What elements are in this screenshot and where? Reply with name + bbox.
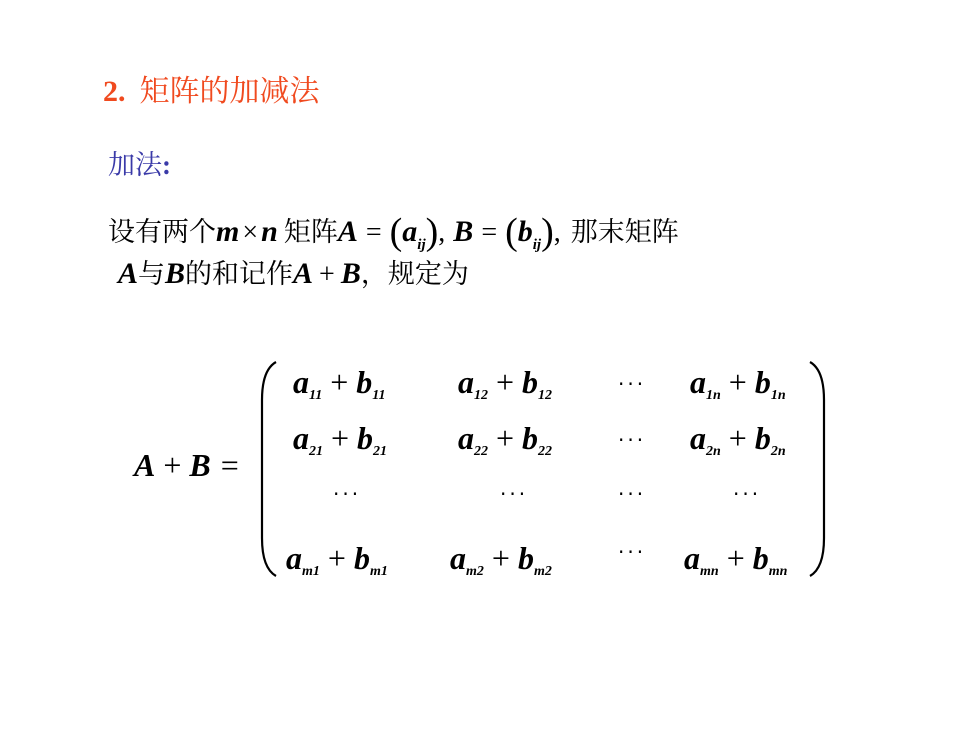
cell-plus: + — [496, 420, 515, 456]
lhs-var-A: A — [134, 447, 156, 483]
cell-b-sub: mn — [768, 564, 788, 579]
lhs-equals: = — [220, 447, 239, 483]
var-A-2: A — [118, 257, 139, 290]
cell-b-sub: m1 — [369, 564, 388, 579]
cell-a-sub: 12 — [474, 388, 488, 403]
cell-plus: + — [327, 540, 346, 576]
def-text-yu: 与 — [138, 259, 166, 290]
comma-1: , — [438, 217, 446, 248]
cell-a-sub: 11 — [309, 388, 323, 403]
matrix-cell-4-4 — [684, 540, 787, 577]
var-B-3: B — [340, 257, 361, 290]
var-A-3: A — [293, 257, 314, 290]
matrix-dots-3-1: ··· — [333, 482, 362, 506]
cell-b: b — [353, 540, 370, 576]
matrix-cell-1-4 — [690, 364, 786, 401]
subtitle-colon: : — [162, 150, 171, 180]
var-B-2: B — [165, 257, 186, 290]
slide-title — [103, 66, 320, 110]
def-text-4: 的和记作 — [185, 259, 294, 290]
formula-lhs — [134, 447, 239, 484]
matrix-dots-1-3: ··· — [618, 372, 647, 396]
cell-plus: + — [728, 420, 747, 456]
cell-a-sub: 2n — [706, 444, 721, 459]
matrix-cell-4-1 — [286, 540, 388, 577]
cell-b: b — [754, 420, 771, 456]
cell-a: a — [450, 540, 466, 576]
cell-b-sub: 21 — [373, 444, 388, 459]
matrix-right-paren — [806, 360, 830, 578]
plus-sign-def: + — [319, 259, 335, 290]
paren-close-1: ) — [425, 211, 439, 253]
cell-plus: + — [726, 540, 745, 576]
cell-a: a — [293, 420, 309, 456]
subscript-ij-a: ij — [417, 237, 426, 253]
cell-a-sub: mn — [700, 564, 719, 579]
var-b: b — [517, 215, 533, 248]
section-number: 2. — [103, 75, 126, 108]
lhs-plus: + — [163, 447, 182, 483]
matrix-cell-2-1 — [293, 420, 387, 457]
cell-b: b — [754, 364, 771, 400]
cell-b: b — [357, 420, 374, 456]
subscript-ij-b: ij — [532, 237, 542, 253]
paren-open-2: ( — [505, 211, 518, 253]
def-text-2: 矩阵 — [283, 217, 338, 248]
cell-b-sub: m2 — [533, 564, 552, 579]
lhs-var-B: B — [189, 447, 211, 483]
cell-b-sub: 22 — [538, 444, 553, 459]
cell-plus: + — [491, 540, 510, 576]
definition-line-1 — [108, 210, 679, 254]
var-m: m — [216, 215, 240, 248]
var-A: A — [337, 215, 358, 248]
cell-b: b — [517, 540, 534, 576]
cell-b: b — [752, 540, 769, 576]
cell-a-sub: 22 — [474, 444, 488, 459]
var-B: B — [453, 215, 474, 248]
matrix-cell-2-2 — [458, 420, 552, 457]
def-text-1: 设有两个 — [108, 217, 216, 248]
subtitle-text: 加法 — [108, 150, 162, 181]
definition-line-2 — [118, 252, 469, 291]
cell-b-sub: 11 — [372, 388, 386, 403]
cell-plus: + — [330, 364, 349, 400]
def-text-5: ，规定为 — [360, 259, 469, 290]
matrix-dots-2-3: ··· — [618, 428, 647, 452]
cell-plus: + — [496, 364, 515, 400]
matrix-left-paren — [256, 360, 280, 578]
cell-a: a — [690, 364, 706, 400]
cell-a: a — [286, 540, 302, 576]
cell-a: a — [458, 364, 474, 400]
def-text-3: 那末矩阵 — [570, 217, 679, 248]
cell-b: b — [522, 420, 539, 456]
subtitle-addition — [108, 143, 171, 182]
cell-a: a — [293, 364, 309, 400]
cell-b: b — [356, 364, 373, 400]
matrix-dots-4-3: ··· — [618, 540, 647, 564]
cell-a: a — [458, 420, 474, 456]
matrix-dots-3-3: ··· — [618, 482, 647, 506]
cell-b-sub: 12 — [538, 388, 553, 403]
comma-2: , — [553, 217, 561, 248]
cell-a-sub: 1n — [706, 388, 721, 403]
cell-a: a — [684, 540, 700, 576]
cell-b: b — [522, 364, 539, 400]
var-a: a — [402, 215, 418, 248]
cell-plus: + — [728, 364, 747, 400]
matrix-dots-3-2: ··· — [500, 482, 529, 506]
equals-sign-1: = — [365, 217, 382, 248]
cell-b-sub: 1n — [770, 388, 786, 403]
cell-plus: + — [331, 420, 350, 456]
cell-a: a — [690, 420, 706, 456]
paren-open-1: ( — [389, 211, 403, 253]
section-title-text: 矩阵的加减法 — [139, 74, 320, 109]
cell-a-sub: 21 — [309, 444, 323, 459]
matrix-cell-1-2 — [458, 364, 552, 401]
matrix-cell-1-1 — [293, 364, 386, 401]
cell-a-sub: m2 — [466, 564, 484, 579]
equals-sign-2: = — [481, 217, 498, 248]
matrix-cell-4-2 — [450, 540, 552, 577]
matrix-dots-3-4: ··· — [733, 482, 762, 506]
var-n: n — [261, 215, 278, 248]
cell-b-sub: 2n — [770, 444, 786, 459]
cell-a-sub: m1 — [302, 564, 320, 579]
paren-close-2: ) — [541, 211, 554, 253]
times-sign: × — [242, 217, 259, 248]
matrix-cell-2-4 — [690, 420, 786, 457]
